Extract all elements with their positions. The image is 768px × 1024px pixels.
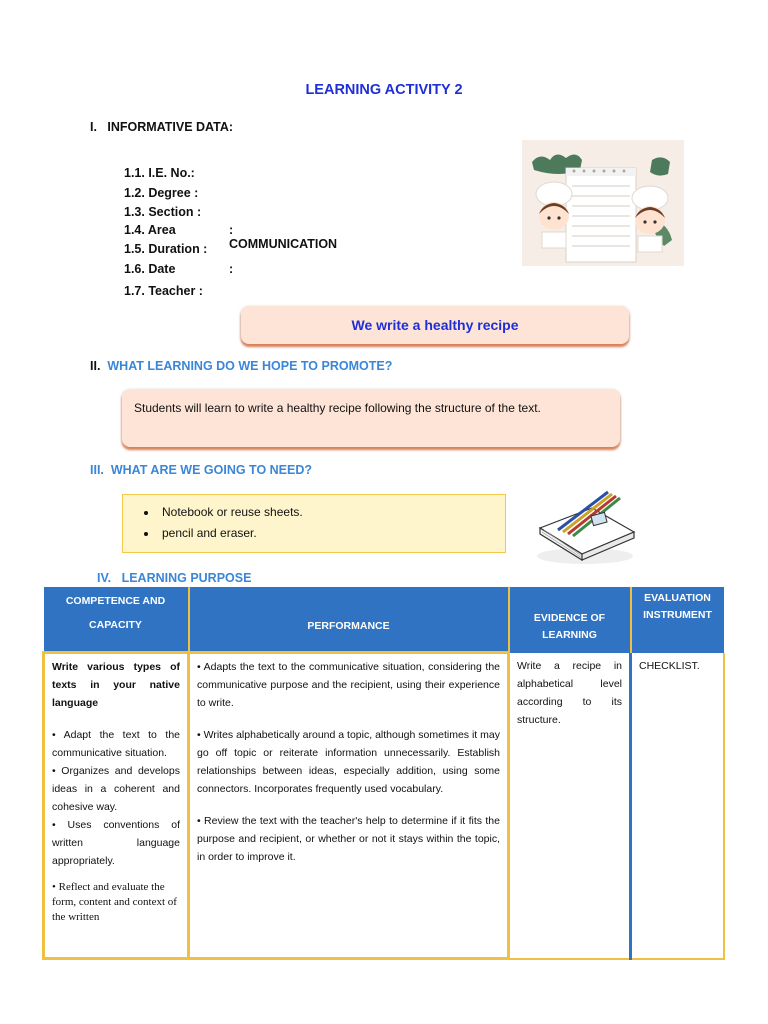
- learning-purpose-table: [42, 587, 725, 960]
- table-header-row: [44, 587, 724, 653]
- capacity-item: • Reflect and evaluate the form, content and context of the written: [52, 881, 177, 923]
- section-informative-data: [90, 120, 233, 134]
- info-label: 1.6. Date: [124, 262, 176, 276]
- header-competence: COMPETENCE AND CAPACITY: [44, 587, 189, 653]
- capacity-item: • Adapt the text to the communicative situation.: [52, 729, 180, 759]
- section-number: I.: [90, 120, 97, 134]
- info-label: 1.7. Teacher :: [124, 284, 203, 298]
- activity-subtitle: We write a healthy recipe: [241, 306, 629, 344]
- evidence-text: Write a recipe in alphabetical level according to its structure.: [517, 659, 622, 726]
- performance-item: • Adapts the text to the communicative situation, considering the communicative purpose and the recipient, using their experience to write.: [197, 661, 500, 709]
- info-ie-no: [124, 166, 195, 180]
- section-label: INFORMATIVE DATA:: [107, 120, 234, 134]
- info-duration: [124, 242, 207, 256]
- chef-illustration: [522, 140, 684, 266]
- header-instrument: EVALUATION INSTRUMENT: [631, 587, 724, 653]
- instrument-cell: [631, 653, 724, 959]
- info-label: 1.2. Degree :: [124, 186, 199, 200]
- section-learning-promote: [90, 359, 392, 373]
- learning-statement: Students will learn to write a healthy recipe following the structure of the text.: [134, 401, 541, 415]
- page-title: LEARNING ACTIVITY 2: [305, 82, 463, 98]
- materials-list: [123, 502, 303, 544]
- evidence-cell: [509, 653, 631, 959]
- info-date: [124, 262, 234, 276]
- info-label: 1.4. Area: [124, 223, 176, 237]
- header-evidence: EVIDENCE OF LEARNING: [509, 587, 631, 653]
- section-learning-purpose: [97, 571, 251, 585]
- capacity-item: • Uses conventions of written language appropriately.: [52, 819, 180, 867]
- table-row: [44, 653, 724, 959]
- capacity-item: • Organizes and develops ideas in a coherent and cohesive way.: [52, 765, 180, 813]
- info-label: 1.3. Section :: [124, 205, 202, 219]
- list-item: • Notebook or reuse sheets.: [158, 502, 303, 523]
- section-number: II.: [90, 359, 101, 373]
- list-item: • pencil and eraser.: [158, 523, 303, 544]
- section-number: IV.: [97, 571, 112, 585]
- info-teacher: [124, 284, 203, 298]
- section-label: LEARNING PURPOSE: [121, 571, 252, 585]
- competence-title: Write various types of texts in your native language: [52, 661, 180, 709]
- info-section: [124, 205, 201, 219]
- info-label: 1.5. Duration :: [124, 242, 208, 256]
- header-performance: PERFORMANCE: [189, 587, 509, 653]
- info-value: :: [229, 262, 234, 276]
- instrument-text: CHECKLIST.: [639, 659, 700, 672]
- performance-item: • Writes alphabetically around a topic, although sometimes it may go off topic or reiterate information unnecessarily. Establish relationships between ideas, especially addition, using some connectors. Incorporates frequently used vocabulary.: [197, 729, 500, 795]
- materials-box: [122, 494, 506, 553]
- section-number: III.: [90, 463, 104, 477]
- info-label: 1.1. I.E. No.:: [124, 166, 195, 180]
- info-value: : COMMUNICATION: [229, 223, 338, 251]
- section-label: WHAT ARE WE GOING TO NEED?: [110, 463, 313, 477]
- info-degree: [124, 186, 198, 200]
- notebook-pencils-illustration: [530, 484, 640, 568]
- section-label: WHAT LEARNING DO WE HOPE TO PROMOTE?: [107, 359, 393, 373]
- performance-cell: [189, 653, 509, 959]
- performance-item: • Review the text with the teacher's help to determine if it fits the purpose and recipient, or whether or not it stays within the topic, in order to improve it.: [197, 815, 500, 863]
- section-what-we-need: [90, 463, 312, 477]
- competence-cell: [44, 653, 189, 959]
- learning-statement-card: [122, 389, 620, 447]
